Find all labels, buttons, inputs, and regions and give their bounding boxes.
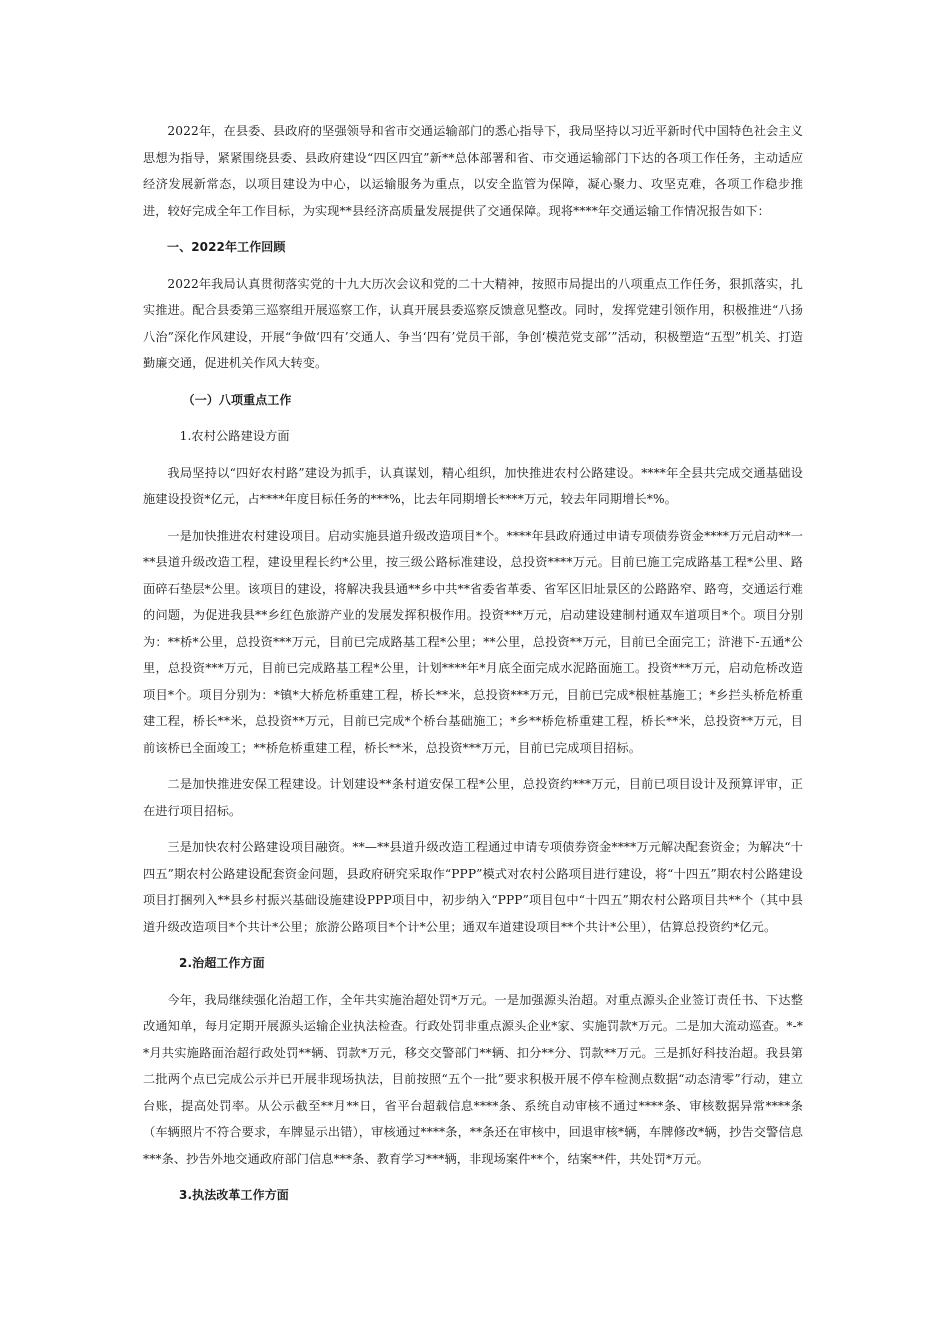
item-heading-rural-roads: 1.农村公路建设方面 — [179, 429, 290, 443]
section-paragraph: 2022年我局认真贯彻落实党的十九大历次会议和党的二十大精神，按照市局提出的八项重点工作任务，狠抓落实，扎实推进。配合县委第三巡察组开展巡察工作，认真开展县委巡察反馈意见整改。同时，发挥党建引领作用，积极推进“八扬八治”深化作风建设，开展“争做‘四有’交通人、争当‘四有’党员干部，争创‘模范党支部’”活动，积极塑造“五型”机关、打造勤廉交通，促进机关作风大转变。 — [143, 276, 803, 370]
subsection-heading: （一）八项重点工作 — [182, 392, 292, 407]
section-heading: 一、2022年工作回顾 — [167, 240, 286, 254]
rural-roads-paragraph-3: 二是加快推进安保工程建设。计划建设**条村道安保工程*公里，总投资约***万元，目前已项目设计及预算评审，正在进行项目招标。 — [143, 777, 803, 818]
overload-paragraph: 今年，我局继续强化治超工作，全年共实施治超处罚*万元。一是加强源头治超。对重点源头企业签订责任书、下达整改通知单，每月定期开展源头运输企业执法检查。行政处罚非重点源头企业*家、实施罚款*万元。二是加大流动巡查。*-**月共实施路面治超行政处罚**辆、罚款*万元，移交交警部门**辆、扣分**分、罚款**万元。三是抓好科技治超。我县第二批两个点已完成公示并已开展非现场执法，目前按照“五个一批”要求积极开展不停车检测点数据“动态清零”行动，建立台账，提高处罚率。从公示截至**月**日，省平台超载信息****条、系统自动审核不通过****条、审核数据异常****条（车辆照片不符合要求，车牌显示出错），审核通过****条，**条还在审核中，回退审核*辆，车牌修改*辆，抄告交警信息***条、抄告外地交通政府部门信息***条、教育学习***辆，非现场案件**个，结案**件，共处罚*万元。 — [143, 992, 803, 1166]
document-body — [143, 118, 803, 1219]
rural-roads-paragraph-4: 三是加快农村公路建设项目融资。**—**县道升级改造工程通过申请专项债券资金****万元解决配套资金；为解决“十四五”期农村公路建设配套资金问题，县政府研究采取作“PPP”模式对农村公路项目进行建设，将“十四五”期农村公路建设项目打捆列入**县乡村振兴基础设施建设PPP项目中，初步纳入“PPP”项目包中“十四五”期农村公路项目共**个（其中县道升级改造项目*个共计*公里；旅游公路项目*个计*公里；通双车道建设项目**个共计*公里），估算总投资约*亿元。 — [143, 840, 803, 934]
rural-roads-paragraph-2: 一是加快推进农村建设项目。启动实施县道升级改造项目*个。****年县政府通过申请专项债券资金****万元启动**一**县道升级改造工程，建设里程长约*公里，按三级公路标准建设，总投资****万元。目前已施工完成路基工程*公里、路面碎石垫层*公里。该项目的建设，将解决我县通**乡中共**省委省革委、省军区旧址景区的公路路窄、路弯，交通运行难的问题，为促进我县**乡红色旅游产业的发展发挥积极作用。投资***万元，启动建设建制村通双车道项目*个。项目分别为：**桥*公里，总投资***万元，目前已完成路基工程*公里；**公里，总投资**万元，目前已全面完工；浒港下-五通*公里，总投资***万元，目前已完成路基工程*公里，计划****年*月底全面完成水泥路面施工。投资***万元，启动危桥改造项目*个。项目分别为：*镇*大桥危桥重建工程，桥长**米，总投资***万元，目前已完成*根桩基施工；*乡拦头桥危桥重建工程，桥长**米，总投资**万元，目前已完成*个桥台基础施工；*乡**桥危桥重建工程，桥长**米，总投资**万元，目前该桥已全面竣工；**桥危桥重建工程，桥长**米，总投资***万元，目前已完成项目招标。 — [143, 528, 803, 755]
intro-paragraph: 2022年，在县委、县政府的坚强领导和省市交通运输部门的悉心指导下，我局坚持以习近平新时代中国特色社会主义思想为指导，紧紧围绕县委、县政府建设“四区四宜”新**总体部署和省、市交通运输部门下达的各项工作任务，主动适应经济发展新常态，以项目建设为中心，以运输服务为重点，以安全监管为保障，凝心聚力、攻坚克难，各项工作稳步推进，较好完成全年工作目标，为实现**县经济高质量发展提供了交通保障。现将****年交通运输工作情况报告如下： — [143, 124, 803, 218]
item-heading-enforcement: 3.执法改革工作方面 — [179, 1188, 289, 1202]
item-heading-overload: 2.治超工作方面 — [179, 956, 265, 970]
rural-roads-paragraph-1: 我局坚持以“四好农村路”建设为抓手，认真谋划，精心组织，加快推进农村公路建设。****年全县共完成交通基础设施建设投资*亿元，占****年度目标任务的***%，比去年同期增长****万元，较去年同期增长*%。 — [143, 465, 803, 506]
